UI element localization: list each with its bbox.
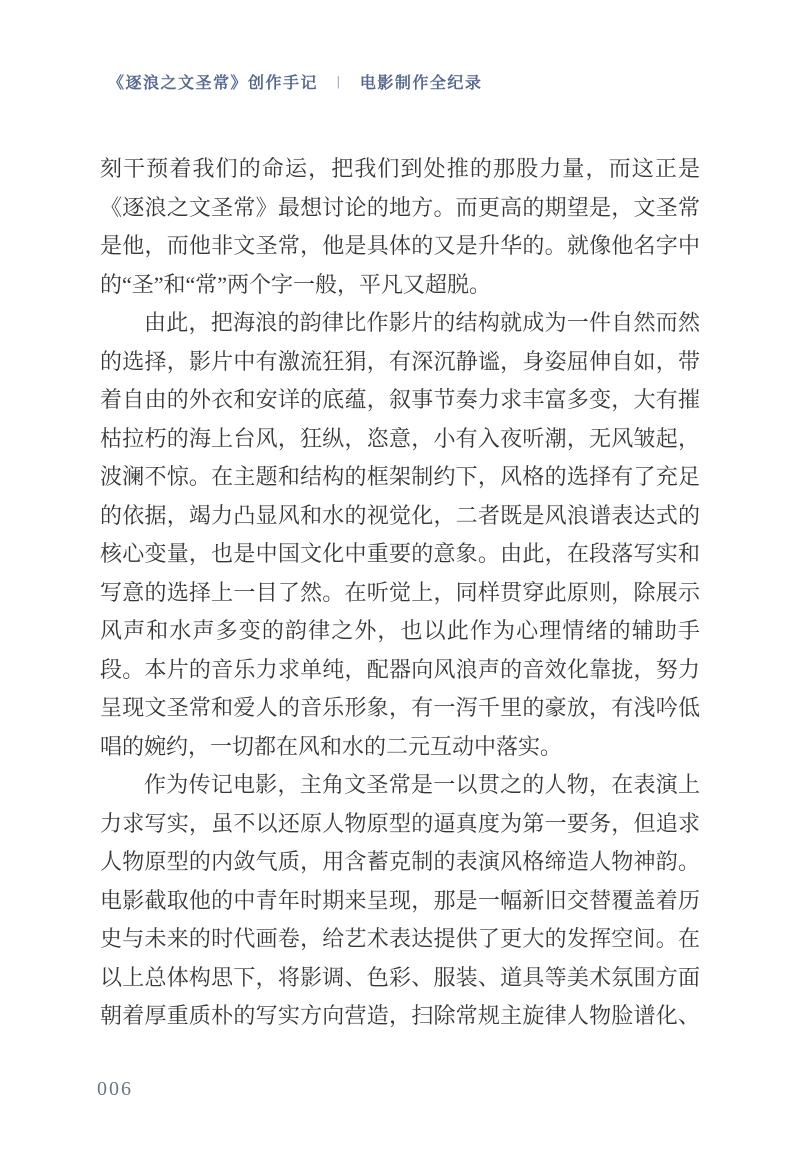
page-number: 006: [97, 1078, 133, 1100]
body-line: 人物原型的内敛气质，用含蓄克制的表演风格缔造人物神韵。: [100, 849, 700, 874]
body-line: 唱的婉约，一切都在风和水的二元互动中落实。: [100, 733, 563, 759]
body-line: 波澜不惊。在主题和结构的框架制约下，风格的选择有了充足: [100, 464, 700, 489]
body-line: 由此，把海浪的韵律比作影片的结构就成为一件自然而然: [144, 310, 700, 335]
header-divider: |: [337, 73, 341, 89]
body-line: 朝着厚重质朴的写实方向营造，扫除常规主旋律人物脸谱化、: [100, 1003, 700, 1028]
body-line: 着自由的外衣和安详的底蕴，叙事节奏力求丰富多变，大有摧: [100, 387, 700, 412]
body-line: 段。本片的音乐力求单纯，配器向风浪声的音效化靠拢，努力: [100, 656, 700, 682]
body-line: 电影截取他的中青年时期来呈现，那是一幅新旧交替覆盖着历: [100, 887, 700, 913]
body-line: 刻干预着我们的命运，把我们到处推的那股力量，而这正是: [100, 156, 700, 181]
body-line: 的依据，竭力凸显风和水的视觉化，二者既是风浪谱表达式的: [100, 502, 700, 528]
body-line: 《逐浪之文圣常》最想讨论的地方。而更高的期望是，文圣常: [100, 194, 700, 220]
body-line: 核心变量，也是中国文化中重要的意象。由此，在段落写实和: [100, 541, 700, 566]
body-line: 的选择，影片中有激流狂狷，有深沉静谧，身姿屈伸自如，带: [100, 348, 700, 374]
header-section-title: 电影制作全纪录: [359, 75, 483, 92]
body-line: 是他，而他非文圣常，他是具体的又是升华的。就像他名字中: [100, 233, 700, 258]
body-line: 写意的选择上一目了然。在听觉上，同样贯穿此原则，除展示: [100, 579, 700, 605]
body-line: 的“圣”和“常”两个字一般，平凡又超脱。: [100, 271, 492, 297]
running-header: [108, 70, 482, 93]
body-line: 力求写实，虽不以还原人物原型的逼真度为第一要务，但追求: [100, 810, 700, 836]
body-line: 作为传记电影，主角文圣常是一以贯之的人物，在表演上: [144, 772, 700, 797]
body-line: 风声和水声多变的韵律之外，也以此作为心理情绪的辅助手: [100, 618, 700, 643]
body-line: 呈现文圣常和爱人的音乐形象，有一泻千里的豪放，有浅吟低: [100, 695, 700, 720]
header-book-title: 《逐浪之文圣常》创作手记: [108, 75, 319, 92]
body-line: 以上总体构思下，将影调、色彩、服装、道具等美术氛围方面: [100, 964, 700, 990]
body-text-block: [100, 150, 700, 1036]
body-line: 枯拉朽的海上台风，狂纵，恣意，小有入夜听潮，无风皱起，: [100, 425, 700, 451]
body-line: 史与未来的时代画卷，给艺术表达提供了更大的发挥空间。在: [100, 926, 700, 951]
